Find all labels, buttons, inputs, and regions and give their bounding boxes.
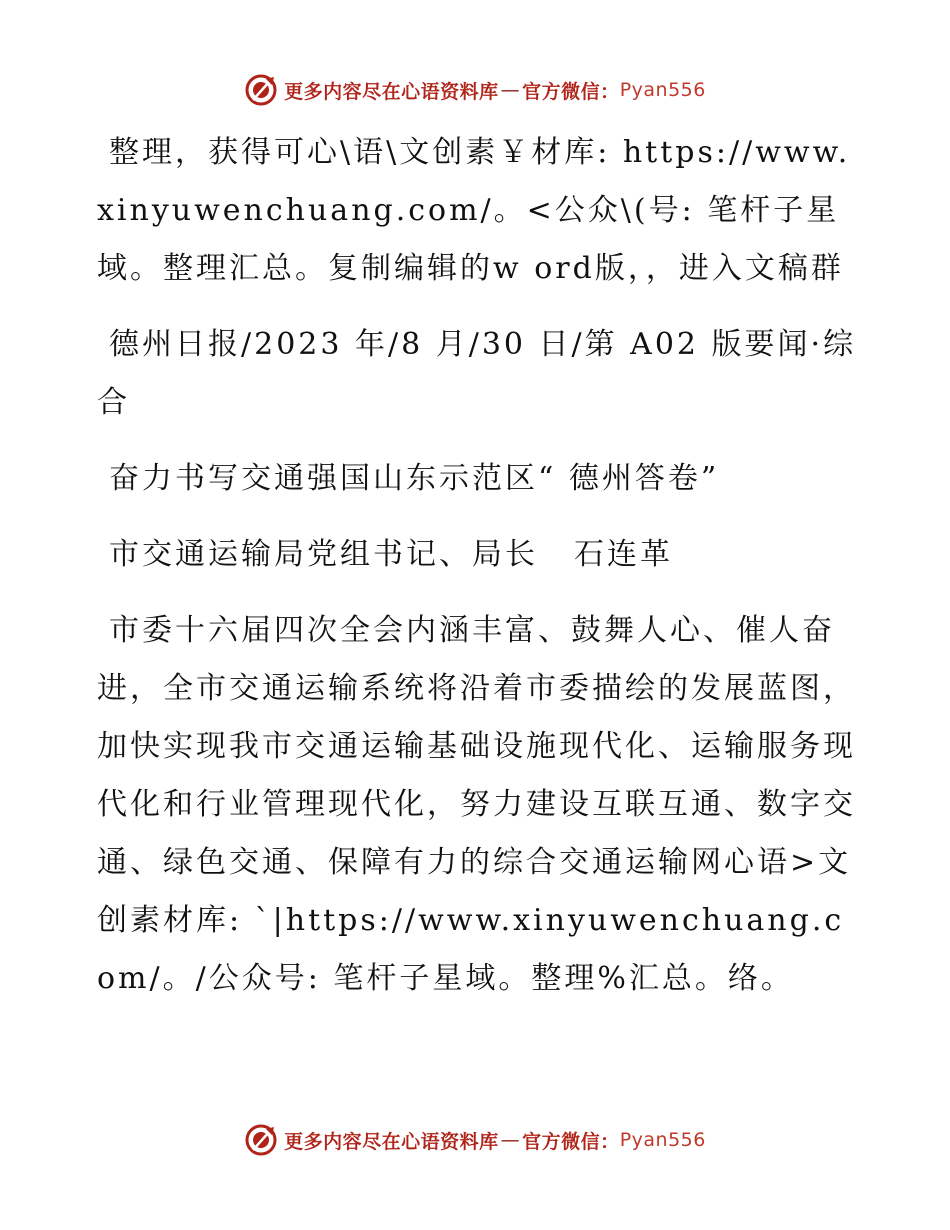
article-title: 奋力书写交通强国山东示范区“ 德州答卷” <box>109 461 720 496</box>
intro-paragraph: 整理，获得可心\语\文创素￥材库: https://www.xinyuwenchuang.com/。<公众\(号: 笔杆子星域。整理汇总。复制编辑的w ord版，，进入文稿群 <box>97 135 851 286</box>
banner-wechat-label: 官方微信： <box>522 80 620 103</box>
banner-separator: — <box>500 1129 521 1151</box>
source-line: 德州日报/2023 年/8 月/30 日/第 A02 版要闻·综合 <box>97 327 857 420</box>
author-title: 市交通运输局党组书记、局长 <box>109 537 538 572</box>
banner-account: Pyan556 <box>619 79 706 101</box>
brand-logo-icon <box>244 1123 278 1157</box>
header-banner <box>0 70 950 110</box>
author-name: 石连革 <box>574 537 673 572</box>
footer-banner <box>0 1120 950 1160</box>
banner-separator: — <box>500 79 521 101</box>
banner-wechat-label: 官方微信： <box>522 1130 620 1153</box>
body-paragraph: 市委十六届四次全会内涵丰富、鼓舞人心、催人奋进，全市交通运输系统将沿着市委描绘的发展蓝图，加快实现我市交通运输基础设施现代化、运输服务现代化和行业管理现代化，努力建设互联互通、数字交通、绿色交通、保障有力的综合交通运输网心语>文创素材库: `|https://www.xinyuwenchuang.com/。/公众号: 笔杆子星域。整理%汇总。络。 <box>97 613 856 996</box>
banner-main-text: 更多内容尽在心语资料库 <box>284 80 499 103</box>
banner-main-text: 更多内容尽在心语资料库 <box>284 1130 499 1153</box>
banner-account: Pyan556 <box>619 1129 706 1151</box>
brand-logo-icon <box>244 73 278 107</box>
document-body <box>97 124 857 1008</box>
author-line <box>97 526 857 584</box>
